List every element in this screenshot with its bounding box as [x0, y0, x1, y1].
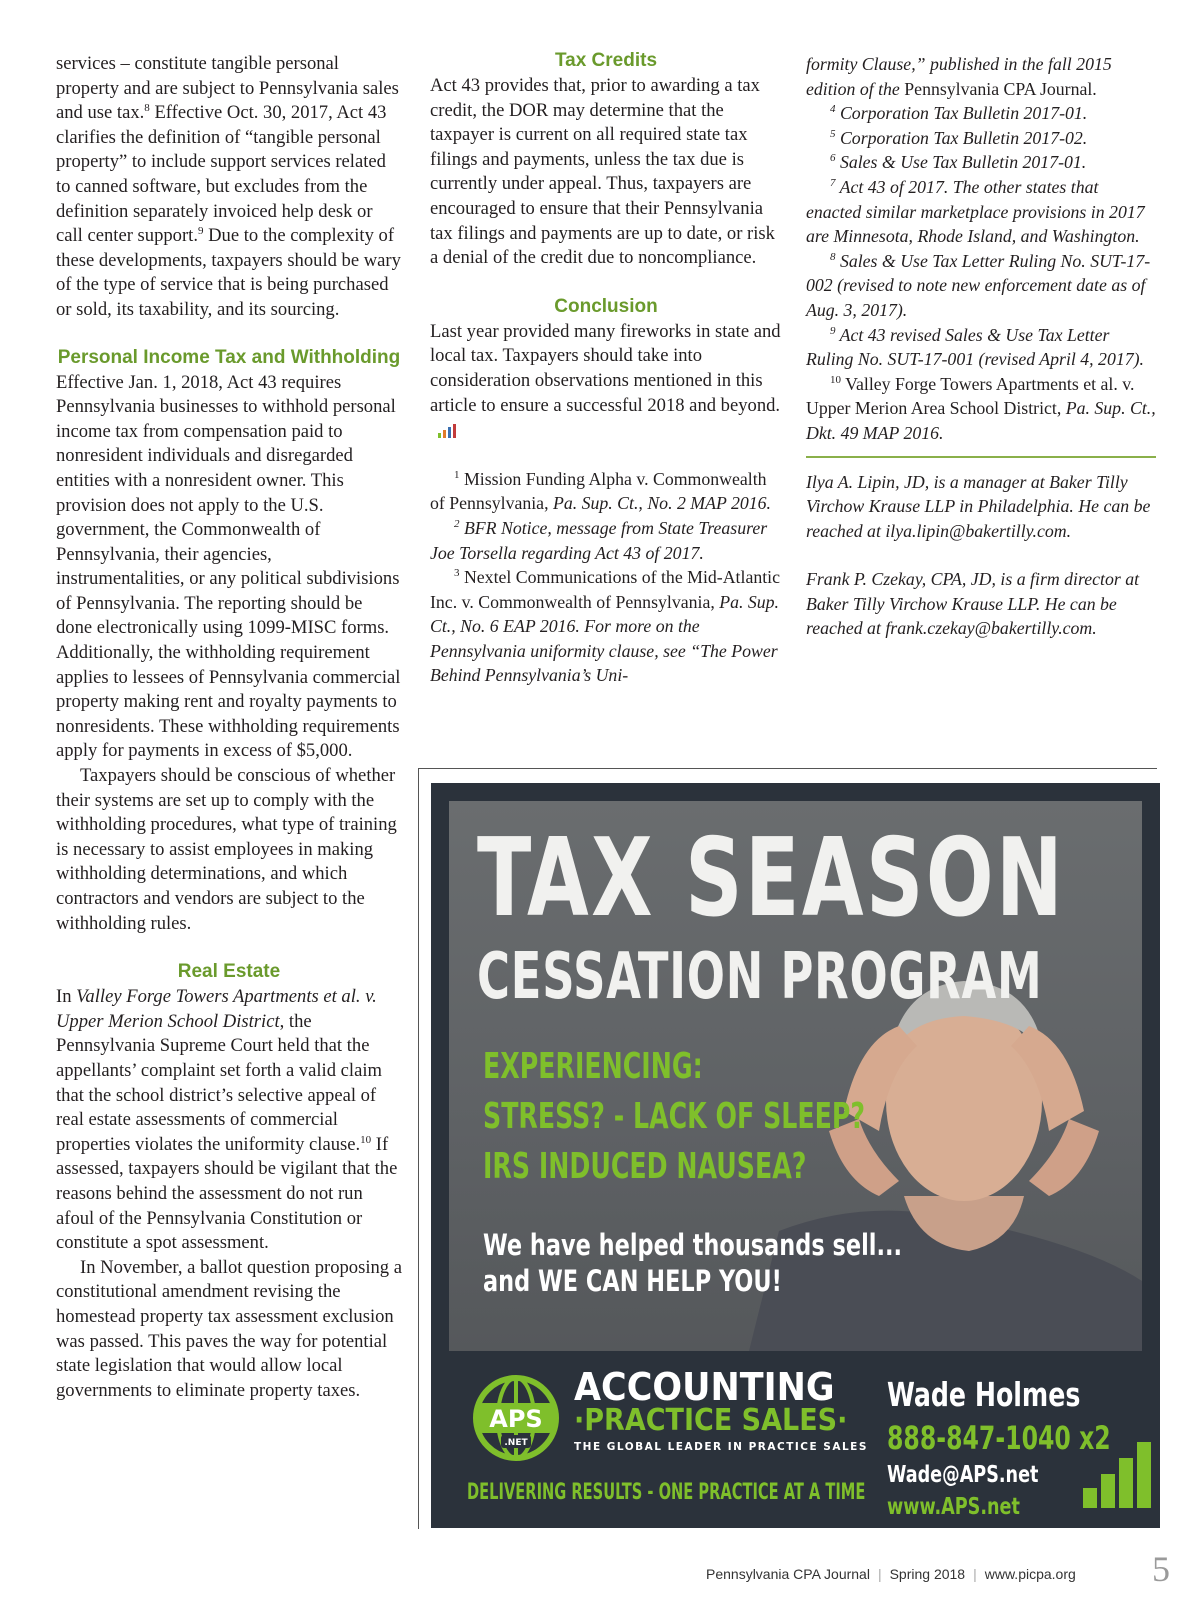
ad-contact-email[interactable]: Wade@APS.net: [887, 1462, 1039, 1488]
author-bio-lipin: Ilya A. Lipin, JD, is a manager at Baker Tilly Virchow Krause LLP in Philadelphia. He can be reached at ilya.lipin@bakertilly.com.: [806, 471, 1151, 541]
footnote-2: $^2$ BFR Notice, message from State Treasurer Joe Torsella regarding Act 43 of 2017.: [430, 517, 768, 563]
paragraph: Effective Jan. 1, 2018, Act 43 requires Pennsylvania businesses to withhold personal income tax from compensation paid to nonresident individuals and disregarded entities with a nonresident owner. This provision does not apply to the U.S. government, the Commonwealth of Pennsylvania, their agencies, instrumentalities, or any political subdivisions of Pennsylvania. The reporting should be done electronically using 1099-MISC forms. Additionally, the withholding requirement applies to lessees of Pennsylvania commercial property making rent and royalty payments to nonresidents. These withholding requirements apply for payments in excess of $5,000.: [56, 371, 401, 762]
ad-contact-name: Wade Holmes: [887, 1375, 1081, 1414]
footnote-7: $^7$ Act 43 of 2017. The other states that enacted similar marketplace provisions in 2017 are Minnesota, Rhode Island, and Washington.: [806, 176, 1145, 247]
footnote-6: $^6$ Sales & Use Tax Bulletin 2017-01.: [830, 152, 1087, 173]
footnote-3: $^3$ Nextel Communications of the Mid-Atlantic Inc. v. Commonwealth of Pennsylvania, Pa. Sup. Ct., No. 6 EAP 2016. For more on the Pennsylvania uniformity clause, see “The Power Behind Pennsylvania’s Uni-: [430, 567, 780, 686]
footer-separator: |: [973, 1566, 977, 1582]
footnote-8: $^8$ Sales & Use Tax Letter Ruling No. SUT-17-002 (revised to note new enforcement date as of Aug. 3, 2017).: [806, 250, 1151, 320]
footnote-5: $^5$ Corporation Tax Bulletin 2017-02.: [830, 127, 1088, 148]
author-bio-czekay: Frank P. Czekay, CPA, JD, is a firm director at Baker Tilly Virchow Krause LLP. He can be reached at frank.czekay@bakertilly.com.: [806, 569, 1140, 639]
footnote-ref[interactable]: 10: [360, 1133, 372, 1146]
footnote-4: $^4$ Corporation Tax Bulletin 2017-01.: [830, 103, 1088, 124]
footer-website[interactable]: www.picpa.org: [984, 1566, 1076, 1582]
growth-bars-icon: [1083, 1438, 1153, 1508]
ad-brand-name-2: ·PRACTICE SALES·: [574, 1403, 848, 1438]
ad-symptom-line: IRS INDUCED NAUSEA?: [483, 1146, 807, 1187]
footnote-10: $^{10}$ Valley Forge Towers Apartments et al. v. Upper Merion Area School District, Pa. Sup. Ct., Dkt. 49 MAP 2016.: [806, 373, 1156, 443]
ad-contact-website[interactable]: www.APS.net: [887, 1494, 1020, 1520]
ad-photo-panel: [449, 801, 1142, 1351]
ad-title: TAX SEASON: [477, 816, 1066, 941]
page-number: 5: [1152, 1549, 1170, 1589]
footnote-ref[interactable]: 9: [197, 224, 204, 237]
section-heading-conclusion: Conclusion: [554, 295, 658, 317]
section-heading-personal-income-tax: Personal Income Tax and Withholding: [57, 346, 401, 368]
section-heading-real-estate: Real Estate: [177, 961, 281, 983]
column-3: [806, 52, 1156, 641]
ad-slogan: DELIVERING RESULTS - ONE PRACTICE AT A TIME: [467, 1480, 866, 1505]
ad-tagline: THE GLOBAL LEADER IN PRACTICE SALES: [574, 1441, 868, 1453]
footnote-3-continued: formity Clause,” published in the fall 2015 edition of the Pennsylvania CPA Journal.: [806, 54, 1112, 99]
footnote-9: $^9$ Act 43 revised Sales & Use Tax Letter Ruling No. SUT-17-001 (revised April 4, 2017).: [806, 324, 1144, 370]
page-footer: [706, 1566, 1076, 1582]
logo-text: APS: [489, 1405, 543, 1433]
ad-symptom-line: STRESS? - LACK OF SLEEP?: [483, 1096, 866, 1137]
paragraph: Taxpayers should be conscious of whether their systems are set up to comply with the withholding procedures, what type of training is necessary to assist employees in making withholding determinations, and which contractors and vendors are subject to the withholding rules.: [56, 765, 397, 934]
ad-experiencing-line: EXPERIENCING:: [483, 1046, 703, 1087]
ad-subtitle: CESSATION PROGRAM: [477, 940, 1043, 1014]
paragraph: Act 43 provides that, prior to awarding a tax credit, the DOR may determine that the taxpayer is current on all required state tax filings and payments, unless the tax due is currently under appeal. Thus, taxpayers are encouraged to ensure that their Pennsylvania tax filings and payments are up to date, or risk a denial of the credit due to noncompliance.: [430, 75, 775, 269]
section-heading-tax-credits: Tax Credits: [554, 50, 658, 71]
ad-help-line: and WE CAN HELP YOU!: [483, 1264, 782, 1298]
aps-globe-logo-icon: [471, 1373, 561, 1463]
paragraph: Last year provided many fireworks in state and local tax. Taxpayers should take into consideration observations mentioned in this article to ensure a successful 2018 and beyond.: [430, 320, 782, 443]
footer-issue: Spring 2018: [889, 1566, 966, 1582]
advertisement[interactable]: [431, 783, 1160, 1528]
divider: [806, 456, 1156, 458]
column-1: [56, 52, 402, 1403]
ad-brand-name: ACCOUNTING: [574, 1365, 835, 1409]
paragraph: In November, a ballot question proposing a constitutional amendment revising the homestead property tax assessment exclusion was passed. This paves the way for potential state legislation that would allow local governments to eliminate property taxes.: [56, 1256, 402, 1401]
footer-separator: |: [877, 1566, 882, 1582]
paragraph: services – constitute tangible personal property and are subject to Pennsylvania sales and use tax.$^8$ Effective Oct. 30, 2017, Act 43 clarifies the definition of “tangible personal property” to include support services related to canned software, but excludes from the definition separately invoiced help desk or call center support.$^9$ Due to the complexity of these developments, taxpayers should be wary of the type of service that is being purchased or sold, its taxability, and its sourcing.: [56, 53, 401, 320]
column-2: [430, 52, 782, 688]
end-mark-icon: [436, 423, 458, 439]
footnote-1: $^1$ Mission Funding Alpha v. Commonwealth of Pennsylvania, Pa. Sup. Ct., No. 2 MAP 2016.: [430, 468, 771, 514]
paragraph: In Valley Forge Towers Apartments et al. v. Upper Merion School District, the Pennsylvania Supreme Court held that the appellants’ complaint set forth a valid claim that the school district’s selective appeal of real estate assessments of commercial properties violates the uniformity clause.$^{10}$ If assessed, taxpayers should be vigilant that the reasons behind the assessment do not run afoul of the Pennsylvania Constitution or constitute a spot assessment.: [56, 986, 398, 1254]
ad-contact-phone[interactable]: 888-847-1040 x2: [887, 1419, 1111, 1457]
footnote-ref[interactable]: 8: [144, 102, 150, 114]
ad-help-line: We have helped thousands sell...: [483, 1228, 903, 1262]
logo-subtext: .NET: [504, 1438, 528, 1448]
footer-journal: Pennsylvania CPA Journal: [706, 1566, 870, 1582]
